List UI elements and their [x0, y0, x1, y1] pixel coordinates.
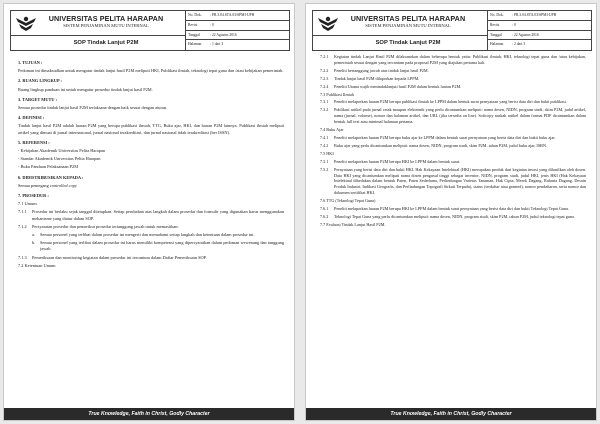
reference-item: - Buku Panduan Pelaksanaan P2M: [18, 164, 79, 170]
paragraph: Tindak lanjut hasil P2M adalah luaran P2M yang berupa publikasi ilmiah, TTG, Buku ajar, HKI, dan luaran P2M lainnya. Publikasi ilmiah meliputi artikel yang dimuat di jurnal internasional, jurnal nasional terakreditasi, dan jurnal nasional tidak terakreditasi (ber ISSN).: [18, 123, 284, 135]
footer-motto: True Knowledge, Faith in Christ, Godly Character: [4, 408, 294, 420]
numbered-item: 7.2.4 Peneliti Utama wajib menindaklanjuti hasil P2M dalam bentuk luaran P2M.: [320, 83, 462, 89]
system-name: SISTEM PENJAMINAN MUTU INTERNAL: [365, 23, 451, 28]
footer-motto: True Knowledge, Faith in Christ, Godly Character: [306, 408, 596, 420]
system-name: SISTEM PENJAMINAN MUTU INTERNAL: [63, 23, 149, 28]
document-header: [312, 10, 592, 51]
numbered-item: 7.2.3 Tindak lanjut hasil P2M dilaporkan kepada LPPM.: [320, 75, 420, 81]
university-logo-icon: [317, 14, 339, 34]
document-meta-table: [487, 11, 592, 50]
subsection-heading: 7.2 Ketentuan Umum: [18, 262, 56, 268]
paragraph: Pedoman ini dimaksudkan untuk mengatur tindak lanjut hasil P2M meliputi HKI, Publikasi ilmiah, teknologi tepat guna dan /atau kebijakan pemerintah.: [18, 68, 284, 74]
numbered-item: 7.1.2 Persyaratan prosedur dan pemeriksa prosedur tertanggung jawab untuk memastikan:: [18, 223, 179, 229]
numbered-item: 7.5.1 Peneliti melaporkan luaran P2M berupa HKI ke LPPM dalam bentuk surat.: [320, 158, 461, 164]
reference-item: - Kebijakan Akademik Universitas Pelita Harapan: [18, 148, 105, 154]
numbered-item: 7.1.1 Prosedur ini berlaku sejak tanggal ditetapkan. Setiap perubahan atas langkah dalam prosedur dan formulir yang digunakan harus menggunakan mekanisme yang diatur dalam SOP.: [18, 209, 284, 221]
subsection-heading: 7.5 HKI: [320, 150, 334, 156]
section-heading: 3. TARGET MUTU :: [18, 96, 58, 102]
subsection-heading: 7.6 TTG (Teknologi Tepat Guna): [320, 198, 376, 204]
lettered-item: b. Semua personel yang terlibat dalam prosedur ini harus memiliki kompetensi yang dipersyaratkan dalam pedoman wewenang dan tanggung jawab.: [32, 240, 284, 252]
subsection-heading: 7.3 Publikasi Ilmiah: [320, 91, 354, 97]
university-name: UNIVERSITAS PELITA HARAPAN: [350, 14, 466, 23]
subsection-heading: 7.7 Evaluasi Tindak Lanjut Hasil P2M.: [320, 221, 386, 227]
university-name: UNIVERSITAS PELITA HARAPAN: [48, 14, 164, 23]
section-heading: 4. DEFINISI :: [18, 115, 45, 121]
meta-row: Revisi : 0: [488, 21, 592, 31]
meta-row: No. Dok. : PR.3.04.STA.03/SPMI-UPH: [186, 11, 290, 21]
document-title: SOP Tindak Lanjut P2M: [73, 40, 139, 46]
numbered-item: 7.4.2 Buku ajar yang perlu dicantumkan meliputi: nama dosen, NIDN, program studi, skim P2M, tahun P2M, judul buku ajar, ISBN.: [320, 142, 548, 148]
meta-row: Halaman : 1 dari 3: [188, 42, 224, 47]
document-page-1: [3, 3, 295, 421]
section-heading: 1. TUJUAN :: [18, 60, 43, 65]
meta-row: Tanggal : 22 Agustus 2016: [488, 31, 592, 41]
paragraph: Semua prosedur tindak lanjut hasil P2M terlaksana dengan baik sesuai dengan aturan.: [18, 105, 168, 111]
meta-row: Halaman : 2 dari 3: [490, 42, 526, 47]
numbered-item: 7.3.1 Peneliti melaporkan luaran P2M berupa publikasi ilmiah ke LPPM dalam bentuk surat pernyataan yang berisi data diri dan bukti publikasi.: [320, 99, 567, 105]
subsection-heading: 7.4 Buku Ajar: [320, 127, 344, 133]
numbered-item: 7.2.2 Peneliti bertanggung jawab atas tindak lanjut hasil P2M.: [320, 67, 429, 73]
document-meta-table: [185, 11, 290, 50]
meta-row: Tanggal : 22 Agustus 2016: [186, 31, 290, 41]
document-header: [10, 10, 290, 51]
numbered-item: 7.3.2 Publikasi artikel pada jurnal cetak maupun elektronik yang perlu dicantumkan meliputi: nama dosen, NIDN, program studi, skim P2M, judul artikel, nama (jurnal, volume), nomor dan halaman artikel, dan URL (jika tersedia on line). Softcopy naskah artikel dalam format PDF dicantumkan dalam bentuk full text atau minimal halaman pertama.: [320, 107, 586, 125]
meta-row: Revisi : 0: [186, 21, 290, 31]
reference-item: - Standar Akademik Universitas Pelita Harapan: [18, 156, 101, 162]
numbered-item: 7.5.2 Pernyataan yang berisi data diri dan bukti HKI. Hak Kekayaan Intelektual (HKI) merupakan produk dari kegiatan invasi yang dihasilkan oleh dosen. Data HKI yang dicantumkan meliputi nama dosen pengusul tinggi sebagai inventor, NIDN, program studi, judul HKI, jenis HKI (Hak Kekayaan Intelektual dibedakan dalam bentuk Paten, Paten Sederhana, Perlindungan Varietas Tanaman, Hak Cipta, Merek Dagang, Rahasia Dagang, Desain Produk Industri, Indikasi Geografis, dan Perlindungan Topografi Sirkuit Terpadu), status (terdaftar atau granted), nomor pendaftaran, serta nomor dan dokumen sertifikat HKI.: [320, 166, 586, 196]
numbered-item: 7.2.1 Kegiatan tindak Lanjut Hasil P2M dilaksanakan dalam beberapa bentuk yaitu: Publikasi ilmiah, HKI, teknologi tepat guna dan /atau kebijakan, pemerintah sesuai dengan yang tercantum pada proposal P2M yang diajukan pertama kali.: [320, 54, 586, 65]
document-page-2: [305, 3, 597, 421]
section-heading: 6. DIDISTRIBUSIKAN KEPADA :: [18, 174, 84, 180]
section-heading: 7. PROSEDUR :: [18, 193, 49, 199]
document-title: SOP Tindak Lanjut P2M: [375, 40, 441, 46]
numbered-item: 7.6.2 Teknologi Tepat Guna yang perlu dicantumkan meliputi: nama dosen, NIDN, program studi, skim P2M, tahun P2M, judul teknologi tepat guna.: [320, 213, 575, 219]
numbered-item: 7.1.3 Pemeriksaan dan monitoring kegiatan dalam prosedur ini tercantum dalam Daftar Pemeriksaan SOP.: [18, 254, 207, 260]
section-heading: 5. REFERENSI :: [18, 139, 50, 145]
paragraph: Semua pemegang controlled copy: [18, 182, 77, 188]
university-logo-icon: [15, 14, 37, 34]
paragraph: Ruang lingkup panduan ini untuk mengatur prosedur tindak lanjut hasil P2M.: [18, 86, 153, 92]
document-body: [320, 54, 586, 230]
subsection-heading: 7.1 Umum: [18, 201, 37, 207]
document-body: [18, 56, 284, 271]
meta-row: No. Dok. : PR.3.04.STA.03/SPMI-UPH: [488, 11, 592, 21]
lettered-item: a. Semua personel yang terlibat dalam prosedur ini mengerti dan memahami setiap langkah dan ketentuan dalam prosedur ini.: [32, 232, 255, 238]
numbered-item: 7.4.1 Peneliti melaporkan luaran P2M berupa buku ajar ke LPPM dalam bentuk surat pernyataan yang berisi data diri dan bukti buku ajar.: [320, 134, 556, 140]
section-heading: 2. RUANG LINGKUP :: [18, 78, 62, 84]
numbered-item: 7.6.1 Peneliti melaporkan luaran P2M berupa HKI ke LPPM dalam bentuk surat pernyataan yang berisi data diri dan bukti Teknologi Tepat Guna.: [320, 206, 569, 212]
